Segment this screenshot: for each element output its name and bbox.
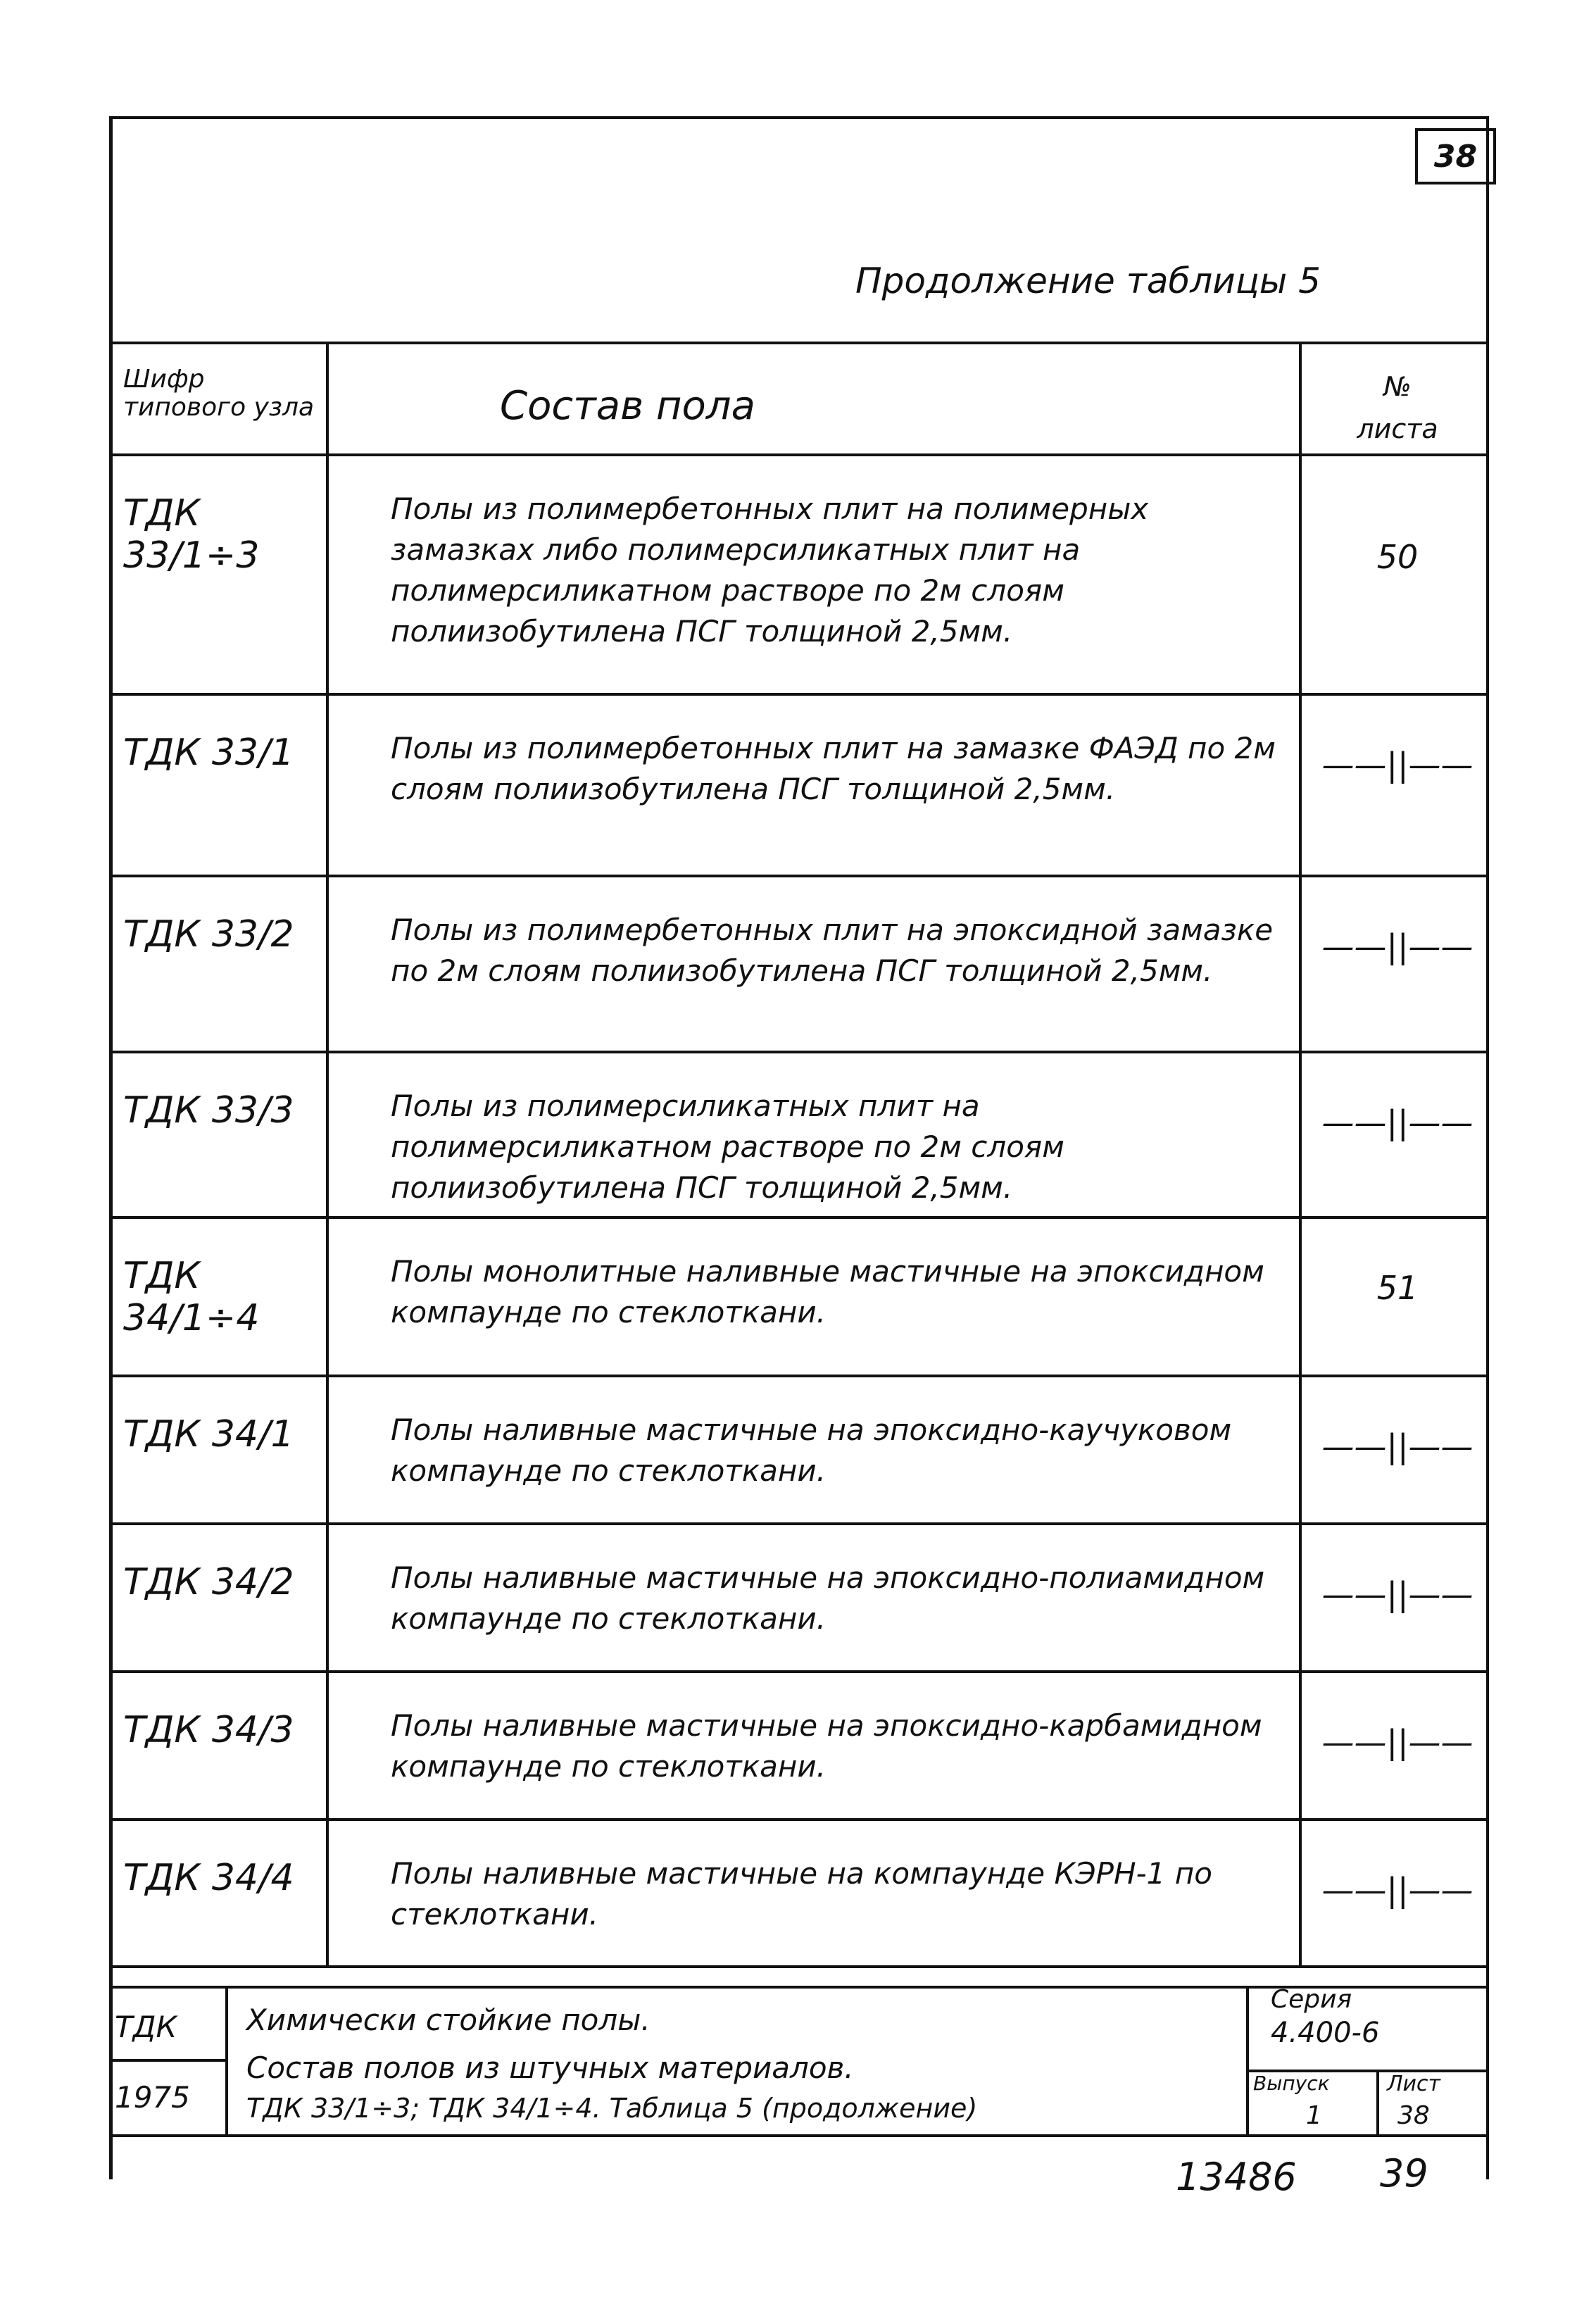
stamp-divider-left xyxy=(225,1989,228,2134)
title-block xyxy=(109,1986,1489,2137)
table-row xyxy=(109,453,1489,693)
row-sheet: 51 xyxy=(1376,1269,1419,1307)
stamp-divider-right xyxy=(1246,1989,1249,2134)
row-code: ТДК 34/2 xyxy=(123,1561,294,1603)
row-sheet: ——||—— xyxy=(1321,1575,1474,1613)
row-sheet: ——||—— xyxy=(1321,746,1474,784)
row-composition: Полы из полимерсиликатных плит на полимерсиликатном растворе по 2м слоям полиизобутилена ПСГ толщиной 2,5мм. xyxy=(391,1089,1064,1205)
row-composition: Полы монолитные наливные мастичные на эпоксидном компаунде по стеклоткани. xyxy=(391,1254,1264,1329)
table-row xyxy=(109,1375,1489,1522)
row-composition: Полы наливные мастичные на эпоксидно-каучуковом компаунде по стеклоткани. xyxy=(391,1413,1232,1488)
stamp-series-value: 4.400-6 xyxy=(1271,2017,1380,2049)
stamp-sheet-label: Лист xyxy=(1387,2072,1441,2096)
stamp-year: 1975 xyxy=(115,2080,190,2115)
stamp-issue-label: Выпуск xyxy=(1253,2072,1330,2095)
continuation-title: Продолжение таблицы 5 xyxy=(855,261,1321,301)
stamp-title-line2: Состав полов из штучных материалов. xyxy=(246,2051,854,2085)
stamp-title-line1: Химически стойкие полы. xyxy=(246,2003,651,2037)
header-sheet xyxy=(1306,365,1489,450)
row-composition: Полы наливные мастичные на эпоксидно-карбамидном компаунде по стеклоткани. xyxy=(391,1708,1262,1784)
row-sheet: ——||—— xyxy=(1321,927,1474,965)
page-number-box: 38 xyxy=(1415,128,1496,184)
table-row xyxy=(109,1216,1489,1375)
composition-table xyxy=(109,342,1489,1968)
row-composition: Полы из полимербетонных плит на замазке ФАЭД по 2м слоям полиизобутилена ПСГ толщиной 2,5мм. xyxy=(391,731,1276,806)
stamp-issue-value: 1 xyxy=(1306,2101,1322,2130)
table-row xyxy=(109,875,1489,1051)
header-composition: Состав пола xyxy=(500,383,755,429)
row-code: ТДК 34/1 xyxy=(123,1413,294,1455)
footer-page-number: 39 xyxy=(1380,2151,1428,2196)
row-composition: Полы из полимербетонных плит на полимерных замазках либо полимерсиликатных плит на полимерсиликатном растворе по 2м слоям полиизобутилена ПСГ толщиной 2,5мм. xyxy=(391,492,1149,649)
row-composition: Полы наливные мастичные на эпоксидно-полиамидном компаунде по стеклоткани. xyxy=(391,1560,1265,1636)
row-code: ТДК 33/3 xyxy=(123,1089,294,1132)
row-code: ТДК 33/2 xyxy=(123,913,294,956)
table-row xyxy=(109,1818,1489,1966)
row-code: ТДК 34/3 xyxy=(123,1709,294,1751)
header-sheet-label: листа xyxy=(1357,413,1438,444)
stamp-series-label: Серия xyxy=(1271,1985,1352,2014)
row-sheet: ——||—— xyxy=(1321,1871,1474,1909)
table-row xyxy=(109,1670,1489,1818)
document-number: 13486 xyxy=(1176,2155,1297,2199)
stamp-line-org xyxy=(109,2059,225,2062)
row-sheet: ——||—— xyxy=(1321,1427,1474,1465)
stamp-title-line3: ТДК 33/1÷3; ТДК 34/1÷4. Таблица 5 (продолжение) xyxy=(246,2093,978,2124)
header-sheet-symbol: № xyxy=(1383,371,1412,402)
row-sheet: ——||—— xyxy=(1321,1103,1474,1141)
stamp-divider-issue xyxy=(1376,2070,1379,2134)
row-sheet: 50 xyxy=(1376,538,1419,576)
row-composition: Полы наливные мастичные на компаунде КЭРН-1 по стеклоткани. xyxy=(391,1856,1212,1932)
table-row xyxy=(109,693,1489,875)
stamp-sheet-value: 38 xyxy=(1397,2101,1430,2130)
row-code: ТДК 34/4 xyxy=(123,1857,294,1899)
row-composition: Полы из полимербетонных плит на эпоксидной замазке по 2м слоям полиизобутилена ПСГ толщиной 2,5мм. xyxy=(391,913,1274,988)
row-code: ТДК 33/1÷3 xyxy=(123,492,260,577)
row-code: ТДК 33/1 xyxy=(123,732,294,774)
row-code: ТДК 34/1÷4 xyxy=(123,1255,260,1339)
table-row xyxy=(109,1051,1489,1216)
header-code: Шифр типового узла xyxy=(123,365,315,422)
row-sheet: ——||—— xyxy=(1321,1723,1474,1761)
stamp-org: ТДК xyxy=(115,2010,177,2044)
table-row xyxy=(109,1522,1489,1670)
